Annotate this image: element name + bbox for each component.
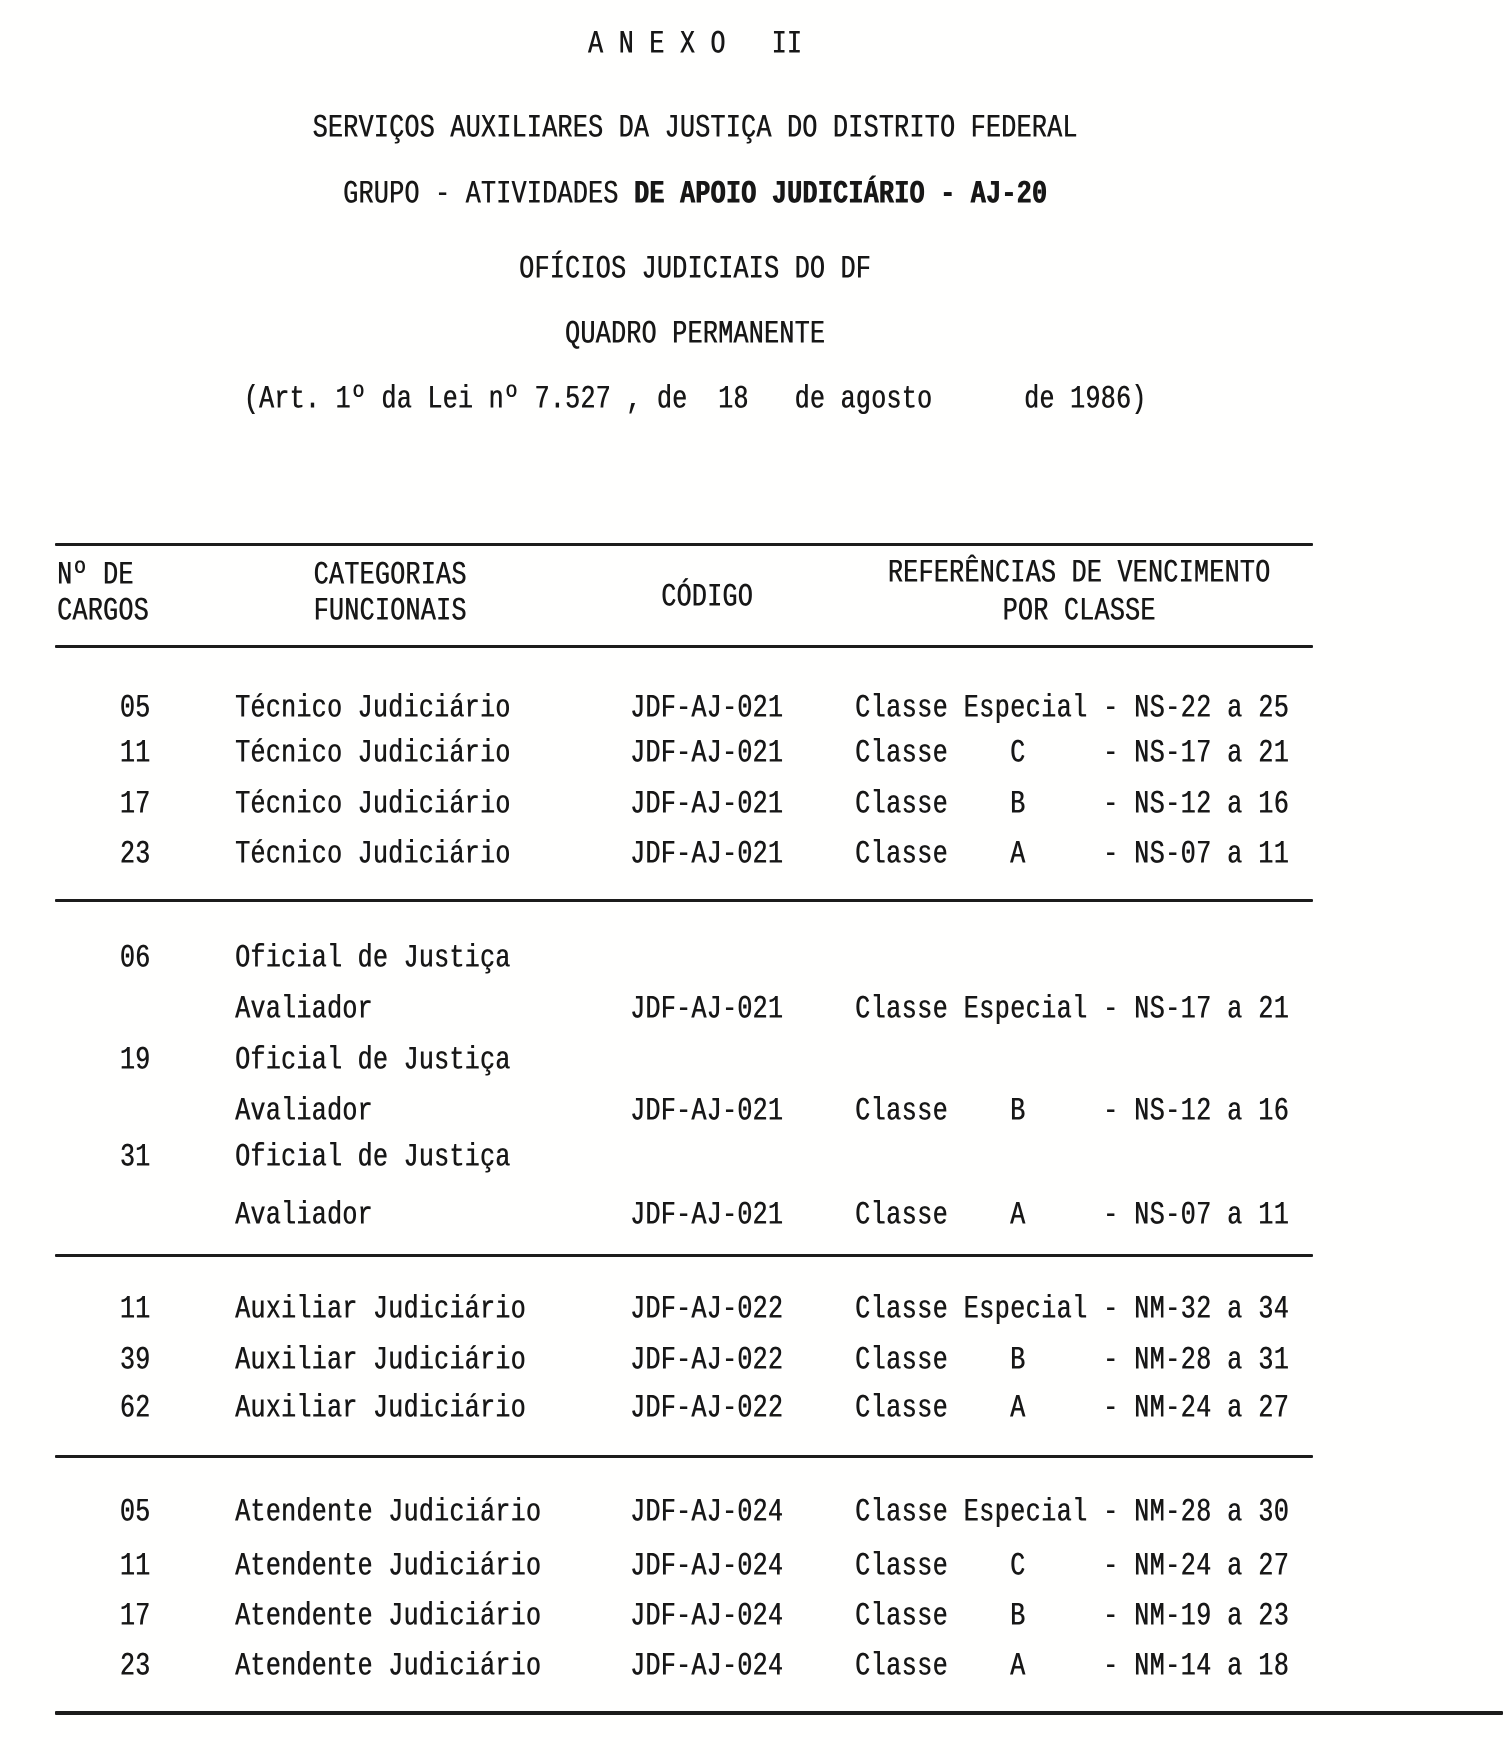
referencia-cell: Classe B - NM-28 a 31 — [855, 1341, 1290, 1380]
codigo-cell: JDF-AJ-021 — [630, 835, 784, 874]
cargos-cell: 39 — [119, 1341, 151, 1380]
cargos-cell: 19 — [119, 1041, 151, 1080]
referencia-cell: Classe A - NS-07 a 11 — [855, 835, 1290, 874]
referencia-cell: Classe B - NS-12 a 16 — [855, 785, 1290, 824]
categoria-cell: Oficial de Justiça — [235, 939, 511, 978]
cargos-cell: 06 — [119, 939, 151, 978]
law-reference: (Art. 1º da Lei nº 7.527 , de 18 de agosto de 1986) — [243, 380, 1147, 419]
positions-table — [55, 543, 1313, 1723]
categoria-cell: Oficial de Justiça — [235, 1138, 511, 1177]
group-line-emphasis: DE APOIO JUDICIÁRIO - AJ-20 — [633, 175, 1047, 214]
cargos-cell: 05 — [119, 1493, 151, 1532]
referencia-cell: Classe B - NS-12 a 16 — [855, 1092, 1290, 1131]
codigo-cell: JDF-AJ-021 — [630, 1092, 784, 1131]
cargos-cell: 17 — [119, 785, 151, 824]
categoria-cell: Técnico Judiciário — [235, 734, 511, 773]
categoria-cell: Atendente Judiciário — [235, 1493, 542, 1532]
codigo-cell: JDF-AJ-024 — [630, 1547, 784, 1586]
categoria-cell: Técnico Judiciário — [235, 835, 511, 874]
categoria-cell: Auxiliar Judiciário — [235, 1389, 526, 1428]
group-line-prefix: GRUPO - ATIVIDADES — [343, 175, 634, 214]
column-header-categorias-line1: CATEGORIAS — [313, 556, 467, 595]
cargos-cell: 23 — [119, 1647, 151, 1686]
org-line: SERVIÇOS AUXILIARES DA JUSTIÇA DO DISTRITO FEDERAL — [312, 109, 1078, 148]
cargos-cell: 11 — [119, 1547, 151, 1586]
referencia-cell: Classe Especial - NS-17 a 21 — [855, 990, 1290, 1029]
cargos-cell: 05 — [119, 689, 151, 728]
referencia-cell: Classe B - NM-19 a 23 — [855, 1597, 1290, 1636]
categoria-cell: Auxiliar Judiciário — [235, 1341, 526, 1380]
cargos-cell: 31 — [119, 1138, 151, 1177]
referencia-cell: Classe Especial - NM-32 a 34 — [855, 1290, 1290, 1329]
section-divider — [55, 1455, 1313, 1458]
categoria-cell: Avaliador — [235, 1092, 373, 1131]
categoria-cell: Atendente Judiciário — [235, 1547, 542, 1586]
codigo-cell: JDF-AJ-021 — [630, 689, 784, 728]
cargos-cell: 17 — [119, 1597, 151, 1636]
section-divider — [55, 899, 1313, 902]
referencia-cell: Classe C - NS-17 a 21 — [855, 734, 1290, 773]
table-top-rule — [55, 543, 1313, 546]
referencia-cell: Classe Especial - NS-22 a 25 — [855, 689, 1290, 728]
categoria-cell: Atendente Judiciário — [235, 1647, 542, 1686]
codigo-cell: JDF-AJ-021 — [630, 785, 784, 824]
section-divider — [55, 1254, 1313, 1257]
codigo-cell: JDF-AJ-024 — [630, 1597, 784, 1636]
codigo-cell: JDF-AJ-021 — [630, 1196, 784, 1235]
referencia-cell: Classe C - NM-24 a 27 — [855, 1547, 1290, 1586]
codigo-cell: JDF-AJ-022 — [630, 1341, 784, 1380]
table-bottom-rule — [55, 1711, 1503, 1715]
column-header-codigo: CÓDIGO — [661, 578, 753, 617]
categoria-cell: Técnico Judiciário — [235, 689, 511, 728]
column-header-referencias-line2: POR CLASSE — [1002, 592, 1156, 631]
categoria-cell: Técnico Judiciário — [235, 785, 511, 824]
codigo-cell: JDF-AJ-021 — [630, 990, 784, 1029]
referencia-cell: Classe A - NM-14 a 18 — [855, 1647, 1290, 1686]
categoria-cell: Auxiliar Judiciário — [235, 1290, 526, 1329]
column-header-cargos-line1: Nº DE — [57, 556, 134, 595]
categoria-cell: Atendente Judiciário — [235, 1597, 542, 1636]
codigo-cell: JDF-AJ-022 — [630, 1389, 784, 1428]
office-line: OFÍCIOS JUDICIAIS DO DF — [519, 250, 871, 289]
categoria-cell: Oficial de Justiça — [235, 1041, 511, 1080]
group-line — [55, 175, 1335, 214]
categoria-cell: Avaliador — [235, 1196, 373, 1235]
cargos-cell: 11 — [119, 1290, 151, 1329]
column-header-referencias-line1: REFERÊNCIAS DE VENCIMENTO — [887, 554, 1271, 593]
cargos-cell: 62 — [119, 1389, 151, 1428]
codigo-cell: JDF-AJ-022 — [630, 1290, 784, 1329]
column-header-cargos-line2: CARGOS — [57, 592, 149, 631]
referencia-cell: Classe A - NM-24 a 27 — [855, 1389, 1290, 1428]
codigo-cell: JDF-AJ-024 — [630, 1647, 784, 1686]
codigo-cell: JDF-AJ-021 — [630, 734, 784, 773]
frame-line: QUADRO PERMANENTE — [564, 315, 826, 354]
codigo-cell: JDF-AJ-024 — [630, 1493, 784, 1532]
referencia-cell: Classe A - NS-07 a 11 — [855, 1196, 1290, 1235]
table-header-rule — [55, 645, 1313, 648]
categoria-cell: Avaliador — [235, 990, 373, 1029]
page-title: A N E X O II — [587, 25, 803, 64]
cargos-cell: 11 — [119, 734, 151, 773]
referencia-cell: Classe Especial - NM-28 a 30 — [855, 1493, 1290, 1532]
column-header-categorias-line2: FUNCIONAIS — [313, 592, 467, 631]
cargos-cell: 23 — [119, 835, 151, 874]
